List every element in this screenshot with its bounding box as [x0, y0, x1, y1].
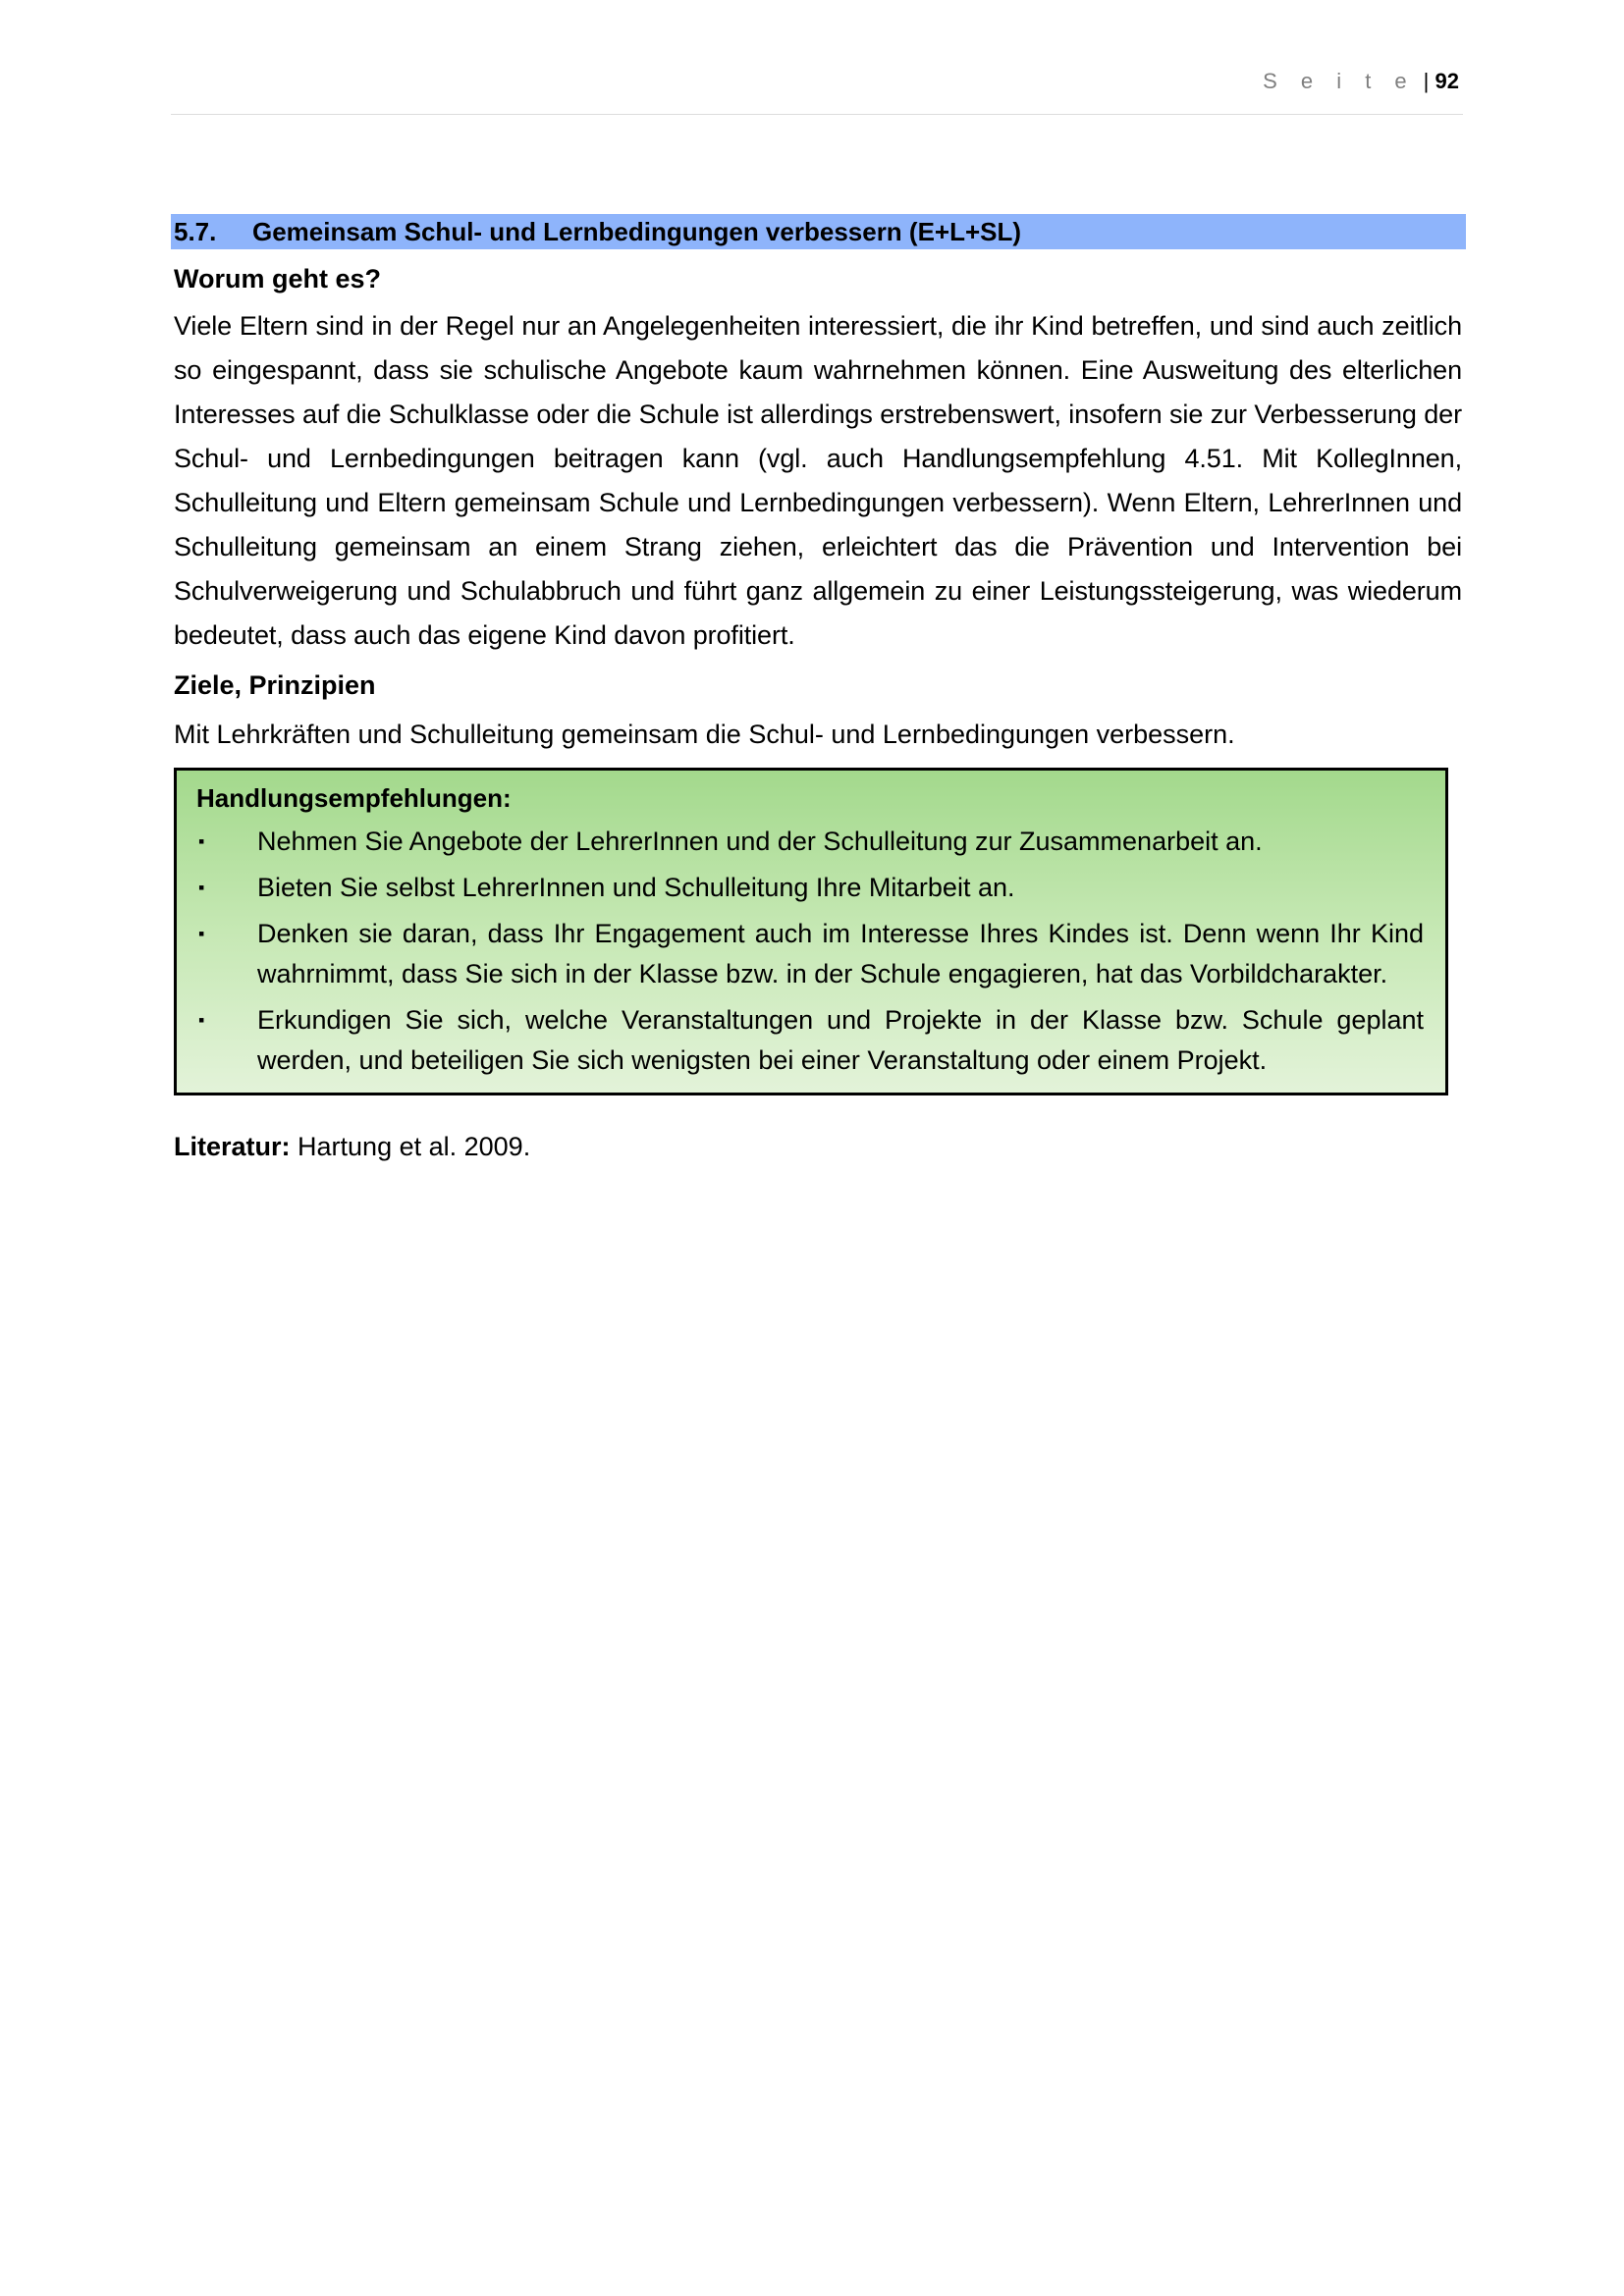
bullet-icon: ▪ [198, 1010, 205, 1030]
list-item [196, 822, 1424, 862]
list-item-text: Nehmen Sie Angebote der LehrerInnen und der Schulleitung zur Zusammenarbeit an. [257, 827, 1263, 856]
document-content [174, 214, 1462, 1164]
page-separator: | [1423, 69, 1430, 93]
literature-reference [174, 1129, 1462, 1164]
list-item [196, 1000, 1424, 1081]
list-item-text: Denken sie daran, dass Ihr Engagement auch im Interesse Ihres Kindes ist. Denn wenn Ihr Kind wahrnimmt, dass Sie sich in der Klasse bzw. in der Schule engagieren, hat das Vorbildcharakter. [257, 919, 1424, 988]
bullet-icon: ▪ [198, 924, 205, 943]
bullet-icon: ▪ [198, 878, 205, 897]
worum-heading: Worum geht es? [174, 264, 382, 294]
page-indicator [1263, 65, 1459, 98]
recommendations-box [174, 768, 1448, 1095]
page-header [171, 65, 1463, 115]
list-item [196, 914, 1424, 994]
page-label: S e i t e [1263, 69, 1416, 93]
list-item-text: Bieten Sie selbst LehrerInnen und Schulleitung Ihre Mitarbeit an. [257, 873, 1015, 902]
bullet-icon: ▪ [198, 831, 205, 851]
page-number: 92 [1435, 69, 1459, 93]
literature-label: Literatur: [174, 1132, 291, 1161]
section-title: Gemeinsam Schul- und Lernbedingungen verbessern (E+L+SL) [252, 217, 1022, 246]
worum-paragraph: Viele Eltern sind in der Regel nur an Angelegenheiten interessiert, die ihr Kind betreffen, und sind auch zeitlich so eingespannt, dass sie schulische Angebote kaum wahrnehmen können. Eine Ausweitung des elterlichen Interesses auf die Schulklasse oder die Schule ist allerdings erstrebenswert, insofern sie zur Verbesserung der Schul- und Lernbedingungen beitragen kann (vgl. auch Handlungsempfehlung 4.51. Mit KollegInnen, Schulleitung und Eltern gemeinsam Schule und Lernbedingungen verbessern). Wenn Eltern, LehrerInnen und Schulleitung gemeinsam an einem Strang ziehen, erleichtert das die Prävention und Intervention bei Schulverweigerung und Schulabbruch und führt ganz allgemein zu einer Leistungssteigerung, was wiederum bedeutet, dass auch das eigene Kind davon profitiert. [174, 311, 1462, 650]
ziele-heading: Ziele, Prinzipien [174, 670, 376, 700]
section-number: 5.7. [174, 217, 217, 246]
list-item-text: Erkundigen Sie sich, welche Veranstaltungen und Projekte in der Klasse bzw. Schule geplant werden, und beteiligen Sie sich wenigsten bei einer Veranstaltung oder einem Projekt. [257, 1005, 1424, 1075]
recommendations-list [196, 822, 1424, 1081]
recommendations-title: Handlungsempfehlungen: [196, 783, 512, 813]
list-item [196, 868, 1424, 908]
ziele-paragraph: Mit Lehrkräften und Schulleitung gemeinsam die Schul- und Lernbedingungen verbessern. [174, 720, 1235, 749]
literature-text: Hartung et al. 2009. [298, 1132, 531, 1161]
section-heading [171, 214, 1466, 249]
